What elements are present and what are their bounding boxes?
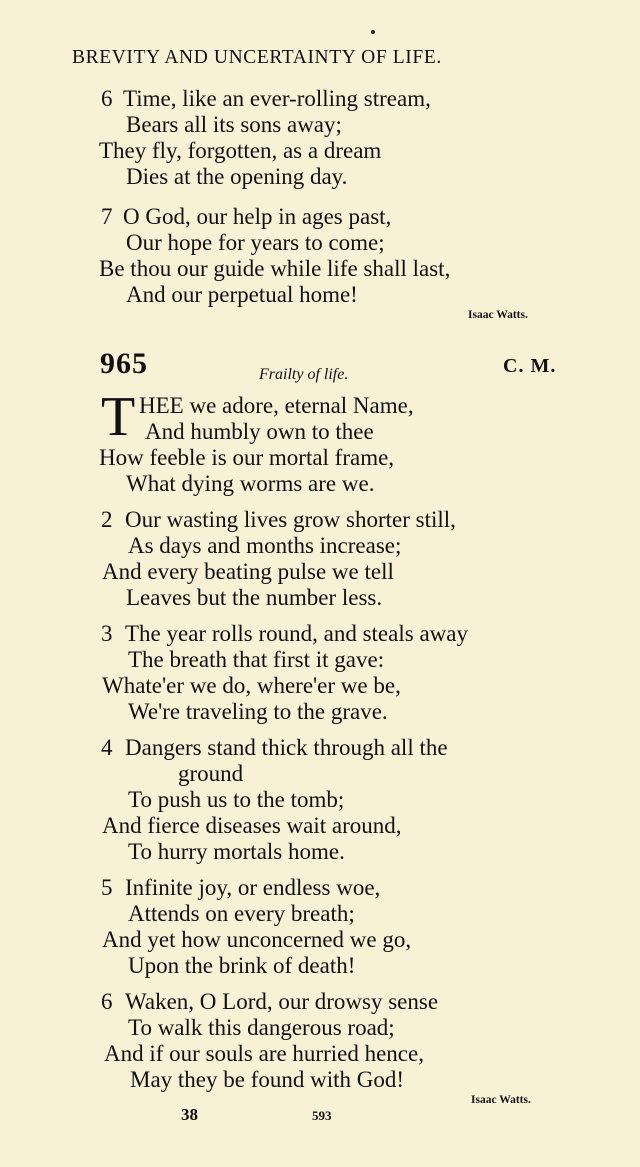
verse-line: What dying worms are we. [126,471,375,496]
verse-line: Infinite joy, or endless woe, [125,875,381,900]
stanza-number: 5 [101,875,113,900]
verse-line: And our perpetual home! [126,282,358,307]
author-attribution: Isaac Watts. [471,1094,531,1106]
verse-line: Our wasting lives grow shorter still, [125,507,456,532]
verse-line: How feeble is our mortal frame, [99,445,395,470]
verse-line: And every beating pulse we tell [102,559,394,584]
stanza-number: 6 [101,989,113,1014]
verse-line: Our hope for years to come; [126,230,385,255]
verse-line: Dies at the opening day. [126,164,348,189]
verse-line: To hurry mortals home. [128,839,345,864]
verse-line: O God, our help in ages past, [123,204,392,229]
verse-line: The breath that first it gave: [128,647,385,672]
page-number: 593 [312,1108,332,1123]
verse-line: To walk this dangerous road; [128,1015,395,1040]
verse-line: Be thou our guide while life shall last, [99,256,451,281]
verse-line: Waken, O Lord, our drowsy sense [125,989,439,1014]
verse-line: And fierce diseases wait around, [102,813,402,838]
stanza-number: 4 [101,735,113,760]
verse-line: And humbly own to thee [145,419,374,444]
verse-line: May they be found with God! [130,1067,405,1092]
verse-line: Leaves but the number less. [126,585,383,610]
signature-mark: 38 [181,1105,198,1124]
verse-line: Upon the brink of death! [128,953,356,978]
verse-line: ground [178,761,244,786]
verse-line: To push us to the tomb; [128,787,345,812]
hymn-title: Frailty of life. [259,366,349,383]
stanza-number: 6 [101,86,113,111]
page-mark [371,30,375,34]
verse-line: HEE we adore, eternal Name, [139,393,414,418]
verse-line: The year rolls round, and steals away [125,621,468,646]
verse-line: And if our souls are hurried hence, [104,1041,424,1066]
author-attribution: Isaac Watts. [468,309,528,321]
hymn-meter: C. M. [503,355,557,377]
drop-cap: T [101,386,136,448]
verse-line: As days and months increase; [128,533,402,558]
stanza-number: 3 [101,621,113,646]
stanza-number: 7 [101,204,113,229]
page-header: BREVITY AND UNCERTAINTY OF LIFE. [72,47,442,68]
verse-line: Whate'er we do, where'er we be, [102,673,401,698]
verse-line: Time, like an ever-rolling stream, [123,86,431,111]
stanza-number: 2 [101,507,113,532]
verse-line: They fly, forgotten, as a dream [99,138,382,163]
verse-line: Bears all its sons away; [126,112,342,137]
verse-line: And yet how unconcerned we go, [102,927,412,952]
verse-line: Attends on every breath; [128,901,355,926]
verse-line: We're traveling to the grave. [128,699,388,724]
hymn-number: 965 [100,347,148,380]
verse-line: Dangers stand thick through all the [125,735,448,760]
